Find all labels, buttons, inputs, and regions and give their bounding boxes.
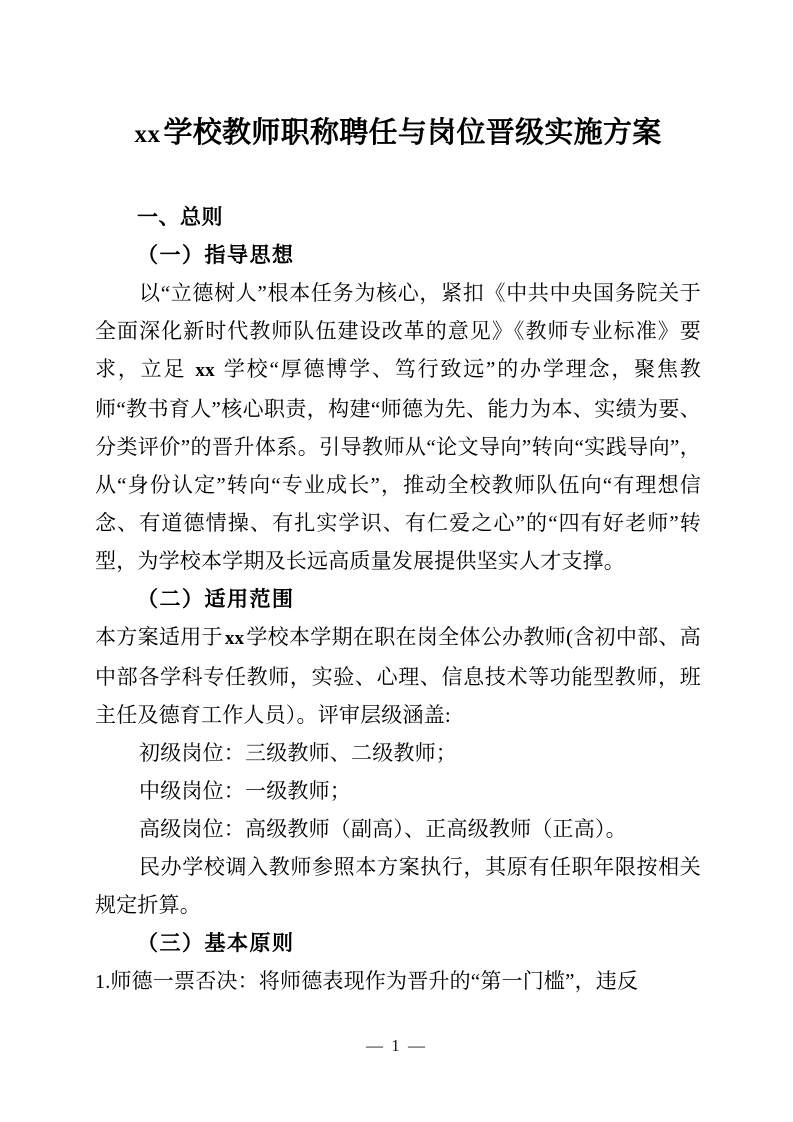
paragraph-principle-one bbox=[95, 962, 701, 1001]
scope-text-part-b: 学校本学期在职在岗全体公办教师(含初中部、高中部各学科专任教师，实验、心理、信息技术等功能型教师，班主任及德育工作人员）。评审层级涵盖: bbox=[95, 625, 701, 727]
list-item-middle-level: 中级岗位：一级教师； bbox=[139, 779, 351, 803]
heading-section-general: 一、总则 bbox=[137, 205, 223, 229]
heading-guiding-ideology: （一）指导思想 bbox=[137, 243, 295, 267]
guiding-text-part-a: 以“立德树人”根本任务为核心，紧扣《中共中央国务院关于全面深化新时代教师队伍建设改革的意见》《教师专业标准》要求，立足 bbox=[95, 281, 701, 381]
principle-one-text: 师德一票否决：将师德表现作为晋升的“第一门槛”，违反 bbox=[110, 969, 639, 993]
title-main-text: 学校教师职称聘任与岗位晋级实施方案 bbox=[163, 117, 662, 149]
list-item-senior-level: 高级岗位：高级教师（副高）、正高级教师（正高）。 bbox=[139, 817, 627, 841]
scope-latin-placeholder: xx bbox=[224, 628, 245, 649]
page-content bbox=[95, 0, 701, 1001]
page-number-footer: — 1 — bbox=[366, 1036, 427, 1055]
paragraph-private-school: 民办学校调入教师参照本方案执行，其原有任职年限按相关规定折算。 bbox=[95, 855, 701, 917]
list-item-junior-level: 初级岗位：三级教师、二级教师； bbox=[139, 741, 457, 765]
principle-number: 1. bbox=[95, 971, 111, 993]
heading-applicable-scope: （二）适用范围 bbox=[137, 587, 295, 611]
paragraph-guiding-ideology bbox=[95, 274, 701, 580]
paragraph-applicable-scope bbox=[95, 618, 701, 734]
page-title bbox=[95, 0, 701, 160]
guiding-text-part-b: 学校“厚德博学、笃行致远”的办学理念，聚焦教师“教书育人”核心职责，构建“师德为先、能力为本、实绩为要、分类评价”的晋升体系。引导教师从“论文导向”转向“实践导向”，从“身份认定”转向“专业成长”，推动全校教师队伍向“有理想信念、有道德情操、有扎实学识、有仁爱之心”的“四有好老师”转型，为学校本学期及长远高质量发展提供坚实人才支撑。 bbox=[95, 357, 701, 573]
title-latin-placeholder: xx bbox=[134, 121, 161, 148]
scope-text-part-a: 本方案适用于 bbox=[95, 625, 223, 649]
heading-basic-principles: （三）基本原则 bbox=[137, 931, 295, 955]
guiding-latin-placeholder: xx bbox=[195, 360, 215, 381]
